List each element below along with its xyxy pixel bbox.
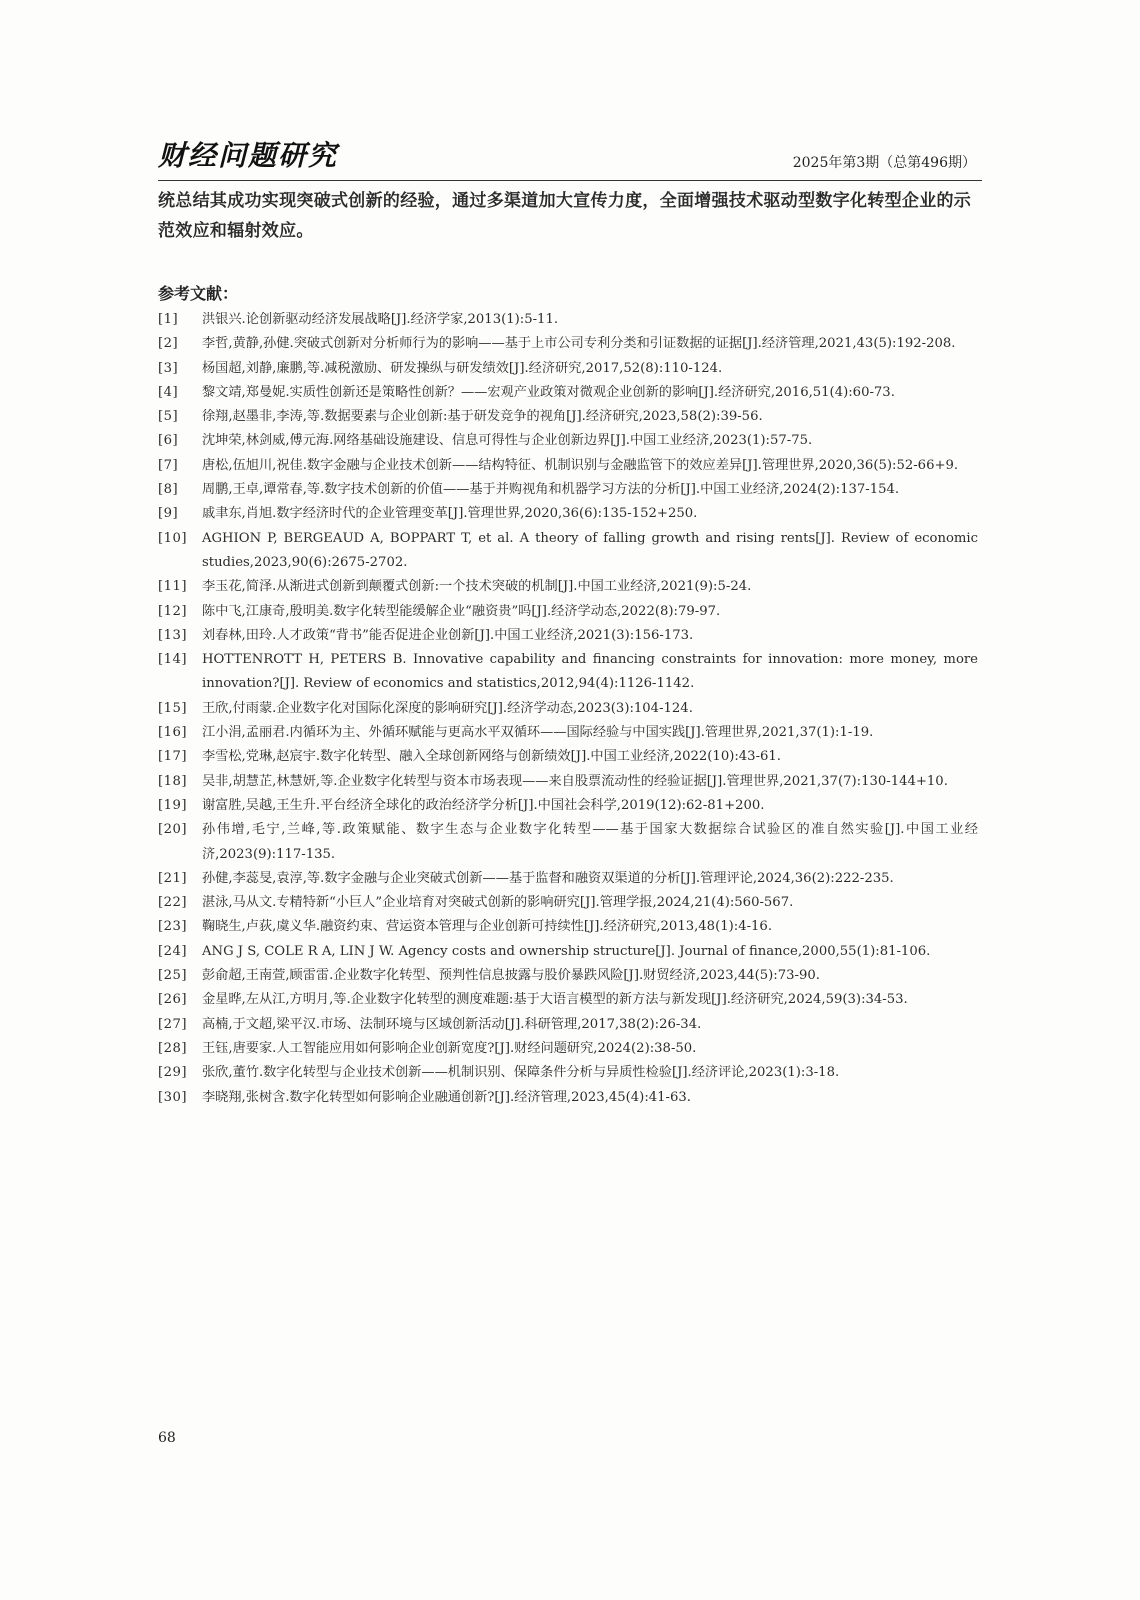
- journal-title: 财经问题研究: [158, 139, 339, 172]
- reference-item: [158, 818, 978, 867]
- reference-text: 黎文靖,郑曼妮.实质性创新还是策略性创新？——宏观产业政策对微观企业创新的影响[J].经济研究,2016,51(4):60-73.: [202, 384, 895, 400]
- reference-number: [7]: [158, 457, 179, 473]
- reference-item: [158, 745, 978, 769]
- issue-info: 2025年第3期（总第496期）: [792, 155, 976, 171]
- reference-number: [8]: [158, 482, 179, 498]
- reference-item: [158, 527, 978, 576]
- reference-text: 刘春林,田玲.人才政策“背书”能否促进企业创新[J].中国工业经济,2021(3):156-173.: [202, 627, 694, 643]
- reference-item: [158, 381, 978, 405]
- page-number: 68: [158, 1430, 176, 1446]
- reference-number: [17]: [158, 749, 188, 765]
- reference-text: 洪银兴.论创新驱动经济发展战略[J].经济学家,2013(1):5-11.: [202, 312, 559, 327]
- reference-text: 张欣,董竹.数字化转型与企业技术创新——机制识别、保障条件分析与异质性检验[J].经济评论,2023(1):3-18.: [202, 1065, 840, 1081]
- reference-number: [29]: [158, 1065, 188, 1081]
- reference-number: [2]: [158, 336, 179, 352]
- reference-number: [19]: [158, 797, 188, 813]
- reference-number: [4]: [158, 384, 179, 400]
- reference-item: [158, 721, 978, 745]
- reference-text: 李哲,黄静,孙健.突破式创新对分析师行为的影响——基于上市公司专利分类和引证数据的证据[J].经济管理,2021,43(5):192-208.: [202, 336, 956, 352]
- reference-number: [5]: [158, 409, 179, 425]
- reference-number: [20]: [158, 822, 188, 838]
- reference-text: 吴非,胡慧芷,林慧妍,等.企业数字化转型与资本市场表现——来自股票流动性的经验证据[J].管理世界,2021,37(7):130-144+10.: [202, 773, 948, 789]
- reference-text: AGHION P, BERGEAUD A, BOPPART T, et al. A theory of falling growth and rising rents[J]. Review of economic studies,2023,90(6):2675-2702.: [202, 530, 978, 570]
- reference-number: [28]: [158, 1040, 188, 1056]
- reference-item: [158, 940, 978, 964]
- reference-number: [24]: [158, 943, 188, 959]
- reference-number: [9]: [158, 506, 179, 522]
- reference-number: [12]: [158, 603, 188, 619]
- reference-item: [158, 988, 978, 1012]
- reference-text: 鞠晓生,卢荻,虞义华.融资约束、营运资本管理与企业创新可持续性[J].经济研究,2013,48(1):4-16.: [202, 919, 773, 935]
- references-heading: 参考文献：: [158, 284, 239, 303]
- reference-number: [15]: [158, 700, 188, 716]
- reference-text: 金星晔,左从江,方明月,等.企业数字化转型的测度难题:基于大语言模型的新方法与新发现[J].经济研究,2024,59(3):34-53.: [202, 992, 908, 1008]
- reference-number: [13]: [158, 627, 188, 643]
- reference-text: 高楠,于文超,梁平汉.市场、法制环境与区域创新活动[J].科研管理,2017,38(2):26-34.: [202, 1016, 702, 1032]
- reference-text: 彭俞超,王南萱,顾雷雷.企业数字化转型、预判性信息披露与股价暴跌风险[J].财贸经济,2023,44(5):73-90.: [202, 968, 820, 984]
- intro-paragraph: 统总结其成功实现突破式创新的经验，通过多渠道加大宣传力度，全面增强技术驱动型数字化转型企业的示范效应和辐射效应。: [158, 191, 972, 241]
- reference-item: [158, 624, 978, 648]
- reference-number: [22]: [158, 895, 188, 911]
- reference-item: [158, 1086, 978, 1110]
- reference-item: [158, 357, 978, 381]
- page-header: [158, 140, 982, 181]
- reference-item: [158, 1013, 978, 1037]
- reference-number: [18]: [158, 773, 188, 789]
- reference-number: [25]: [158, 968, 188, 984]
- reference-text: 唐松,伍旭川,祝佳.数字金融与企业技术创新——结构特征、机制识别与金融监管下的效应差异[J].管理世界,2020,36(5):52-66+9.: [202, 457, 959, 473]
- reference-item: [158, 600, 978, 624]
- reference-item: [158, 697, 978, 721]
- reference-item: [158, 478, 978, 502]
- reference-text: HOTTENROTT H, PETERS B. Innovative capability and financing constraints for innovation: more money, more innovation?[J]. Review of economics and statistics,2012,94(4):1126-1142.: [202, 652, 978, 692]
- reference-number: [26]: [158, 992, 188, 1008]
- reference-item: [158, 867, 978, 891]
- reference-number: [27]: [158, 1016, 188, 1032]
- reference-number: [6]: [158, 433, 179, 449]
- reference-item: [158, 429, 978, 453]
- reference-text: 孙健,李蕊旻,袁淳,等.数字金融与企业突破式创新——基于监督和融资双渠道的分析[J].管理评论,2024,36(2):222-235.: [202, 870, 894, 886]
- reference-number: [1]: [158, 312, 179, 327]
- reference-item: [158, 915, 978, 939]
- reference-item: [158, 308, 978, 332]
- reference-item: [158, 502, 978, 526]
- reference-number: [16]: [158, 725, 188, 741]
- reference-text: 李玉花,简泽.从渐进式创新到颠覆式创新:一个技术突破的机制[J].中国工业经济,2021(9):5-24.: [202, 579, 752, 595]
- reference-text: 孙伟增,毛宁,兰峰,等.政策赋能、数字生态与企业数字化转型——基于国家大数据综合试验区的准自然实验[J].中国工业经济,2023(9):117-135.: [202, 822, 978, 862]
- reference-text: 江小涓,孟丽君.内循环为主、外循环赋能与更高水平双循环——国际经验与中国实践[J].管理世界,2021,37(1):1-19.: [202, 725, 874, 741]
- reference-number: [14]: [158, 652, 188, 668]
- reference-item: [158, 964, 978, 988]
- reference-number: [10]: [158, 530, 188, 546]
- reference-item: [158, 332, 978, 356]
- reference-text: 湛泳,马从文.专精特新“小巨人”企业培育对突破式创新的影响研究[J].管理学报,2024,21(4):560-567.: [202, 895, 794, 911]
- reference-item: [158, 454, 978, 478]
- reference-text: 李晓翔,张树含.数字化转型如何影响企业融通创新?[J].经济管理,2023,45(4):41-63.: [202, 1089, 691, 1105]
- reference-text: 王欣,付雨蒙.企业数字化对国际化深度的影响研究[J].经济学动态,2023(3):104-124.: [202, 700, 693, 716]
- reference-text: 徐翔,赵墨非,李涛,等.数据要素与企业创新:基于研发竞争的视角[J].经济研究,2023,58(2):39-56.: [202, 409, 763, 425]
- reference-number: [11]: [158, 579, 188, 595]
- reference-number: [23]: [158, 919, 188, 935]
- reference-item: [158, 1037, 978, 1061]
- reference-text: 陈中飞,江康奇,殷明美.数字化转型能缓解企业“融资贵”吗[J].经济学动态,2022(8):79-97.: [202, 603, 721, 619]
- reference-text: 杨国超,刘静,廉鹏,等.减税激励、研发操纵与研发绩效[J].经济研究,2017,52(8):110-124.: [202, 360, 723, 376]
- reference-item: [158, 891, 978, 915]
- reference-item: [158, 794, 978, 818]
- reference-text: 沈坤荣,林剑威,傅元海.网络基础设施建设、信息可得性与企业创新边界[J].中国工业经济,2023(1):57-75.: [202, 433, 813, 449]
- reference-item: [158, 770, 978, 794]
- reference-number: [21]: [158, 870, 188, 886]
- reference-text: 周鹏,王卓,谭常春,等.数字技术创新的价值——基于并购视角和机器学习方法的分析[J].中国工业经济,2024(2):137-154.: [202, 482, 900, 498]
- reference-item: [158, 1061, 978, 1085]
- reference-text: 谢富胜,吴越,王生升.平台经济全球化的政治经济学分析[J].中国社会科学,2019(12):62-81+200.: [202, 797, 765, 813]
- reference-item: [158, 575, 978, 599]
- reference-item: [158, 405, 978, 429]
- reference-number: [3]: [158, 360, 179, 376]
- reference-number: [30]: [158, 1089, 188, 1105]
- reference-item: [158, 648, 978, 697]
- reference-text: ANG J S, COLE R A, LIN J W. Agency costs and ownership structure[J]. Journal of finance,2000,55(1):81-106.: [202, 943, 931, 959]
- reference-list: [158, 308, 978, 1110]
- reference-text: 戚聿东,肖旭.数字经济时代的企业管理变革[J].管理世界,2020,36(6):135-152+250.: [202, 506, 698, 522]
- reference-text: 李雪松,党琳,赵宸宇.数字化转型、融入全球创新网络与创新绩效[J].中国工业经济,2022(10):43-61.: [202, 749, 782, 765]
- reference-text: 王钰,唐要家.人工智能应用如何影响企业创新宽度?[J].财经问题研究,2024(2):38-50.: [202, 1040, 697, 1056]
